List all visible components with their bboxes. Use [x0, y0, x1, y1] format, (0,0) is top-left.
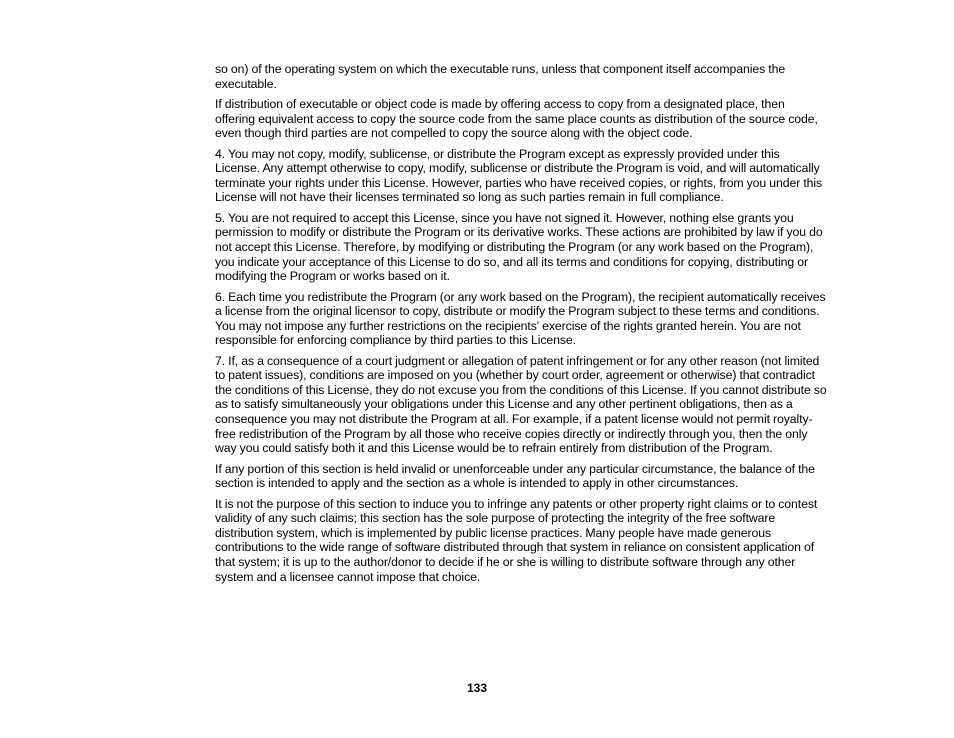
paragraph-invalid-portion: If any portion of this section is held invalid or unenforceable under any particular circumstance, the balance of the section is intended to apply and the section as a whole is intended to apply in other circumstances.	[215, 461, 815, 491]
paragraph-continuation: so on) of the operating system on which the executable runs, unless that component itself accompanies the executable.	[215, 62, 786, 91]
paragraph-section-5: 5. You are not required to accept this License, since you have not signed it. However, nothing else grants you permission to modify or distribute the Program or its derivative works. These actions are prohibited by law if you do not accept this License. Therefore, by modifying or distributing the Program (or any work based on the Program), you indicate your acceptance of this License to do so, and all its terms and conditions for copying, distributing or modifying the Program or works based on it.	[215, 210, 823, 284]
paragraph-section-7: 7. If, as a consequence of a court judgment or allegation of patent infringement or for any other reason (not limited to patent issues), conditions are imposed on you (whether by court order, agreement or otherwise) that contradict the conditions of this License, they do not excuse you from the conditions of this License. If you cannot distribute so as to satisfy simultaneously your obligations under this License and any other pertinent obligations, then as a consequence you may not distribute the Program at all. For example, if a patent license would not permit royalty-free redistribution of the Program by all those who receive copies directly or indirectly through you, then the only way you could satisfy both it and this License would be to refrain entirely from distribution of the Program.	[215, 353, 827, 456]
paragraph-section-6: 6. Each time you redistribute the Program (or any work based on the Program), the recipient automatically receives a license from the original licensor to copy, distribute or modify the Program subject to these terms and conditions. You may not impose any further restrictions on the recipients' exercise of the rights granted herein. You are not responsible for enforcing compliance by third parties to this License.	[215, 289, 826, 348]
page-body	[215, 62, 827, 590]
paragraph-purpose-of-section: It is not the purpose of this section to induce you to infringe any patents or other property right claims or to contest validity of any such claims; this section has the sole purpose of protecting the integrity of the free software distribution system, which is implemented by public license practices. Many people have made generous contributions to the wide range of software distributed through that system in reliance on consistent application of that system; it is up to the author/donor to decide if he or she is willing to distribute software through any other system and a licensee cannot impose that choice.	[215, 496, 818, 584]
paragraph-section-4: 4. You may not copy, modify, sublicense, or distribute the Program except as expressly provided under this License. Any attempt otherwise to copy, modify, sublicense or distribute the Program is void, and will automatically terminate your rights under this License. However, parties who have received copies, or rights, from you under this License will not have their licenses terminated so long as such parties remain in full compliance.	[215, 146, 823, 205]
paragraph-object-code-distribution: If distribution of executable or object code is made by offering access to copy from a designated place, then offering equivalent access to copy the source code from the same place counts as distribution of the source code, even though third parties are not compelled to copy the source along with the object code.	[215, 97, 818, 141]
page-number: 133	[466, 681, 488, 695]
